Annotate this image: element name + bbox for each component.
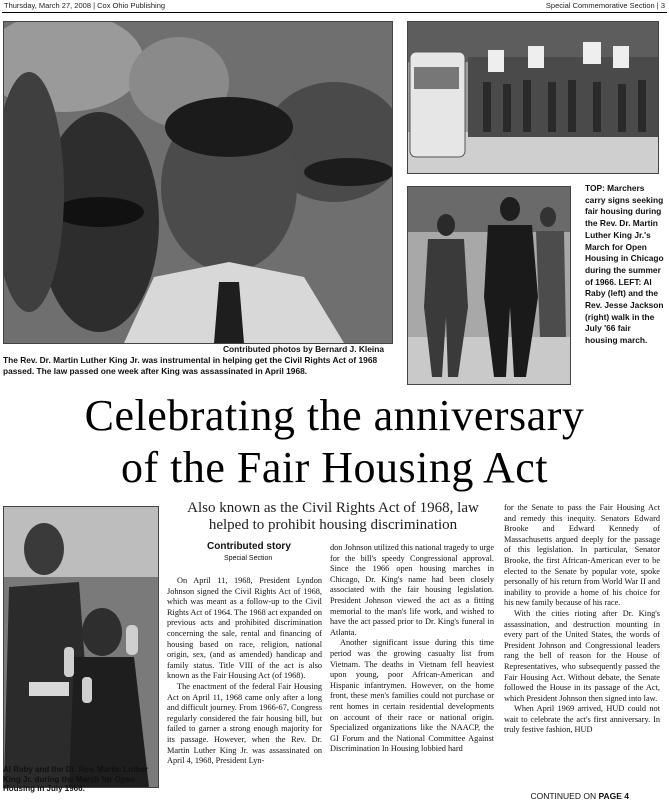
headline-line-2: of the Fair Housing Act — [120, 443, 548, 492]
marchers-photo-art — [408, 22, 658, 173]
col1-paragraph: The enactment of the federal Fair Housing Act on April 11, 1968 came only after a long and difficult journey. From 1966-67, Congress regularly considered the fair housing bill, but failed to garner a strong enough majority for its passage. However, when the Rev. Dr. Martin Luther King Jr. was assassinated on April 4, 1968, President Lyn- — [167, 681, 322, 766]
col2-paragraph: don Johnson utilized this national tragedy to urge for the bill's speedy Congressional approval. Since the 1966 open housing marches in Chicago, Dr. King's name had been closely associated with the fair housing legislation. President Johnson viewed the act as a fitting memorial to the man's life work, and wished to have the act passed prior to Dr. King's funeral in Atlanta. — [330, 543, 494, 637]
col2-paragraph: Another significant issue during this time period was the growing casualty list from Vietnam. The deaths in Vietnam fell heaviest upon young, poor African-American and Hispanic infantrymen. However, on the home front, these men's families could not purchase or rent homes in certain residential developments on account of their race or national origin. Specialized organizations like the NAACP, the GI Forum and the National Committee Against Discrimination In Housing lobbied hard — [330, 638, 494, 754]
main-photo-king — [3, 21, 393, 344]
col1-paragraph: On April 11, 1968, President Lyndon Johnson signed the Civil Rights Act of 1968, which was meant as a follow-up to the Civil Rights Act of 1964. The 1968 act expanded on previous acts and prohibited discrimination concerning the sale, rental and financing of housing based on race, religion, national origin, sex, (and as amended) handicap and family status. Title VIII of the act is also known as the Fair Housing Act (of 1968). — [167, 576, 322, 681]
col3-paragraph: With the cities rioting after Dr. King's assassination, and destruction mounting in every part of the United States, the words of President Johnson and Congressional leaders rang the bell of reason for the House of Representatives, who subsequently passed the Fair Housing Act. Without debate, the Senate followed the House in its passage of the Act, which President Johnson then signed into law. — [504, 608, 660, 703]
col3-paragraph: for the Senate to pass the Fair Housing Act and remedy this inequity. Senators Edward Brooke and Edward Kennedy of Massachusetts argued deeply for the passage of this legislation. In particular, Senator Brooke, the first African-American ever to be elected to the Senate by popular vote, spoke personally of his return from World War II and inability to provide a home of his choice for his new family because of his race. — [504, 503, 660, 608]
header-date-publisher: Thursday, March 27, 2008 | Cox Ohio Publishing — [4, 1, 166, 10]
raby-jackson-photo-art — [408, 187, 570, 384]
header-section-page: Special Commemorative Section | 3 — [545, 1, 665, 10]
article-column-1 — [167, 576, 322, 767]
raby-king-photo-art — [4, 507, 158, 787]
continued-page: PAGE 4 — [598, 791, 629, 801]
headline-line-1: Celebrating the anniversary — [84, 391, 585, 440]
article-column-2 — [330, 543, 494, 755]
photo-raby-king-microphones — [3, 506, 159, 788]
photo-marchers-signs — [407, 21, 659, 174]
continued-on[interactable] — [530, 791, 629, 801]
subhead: Also known as the Civil Rights Act of 1968, law helped to prohibit housing discrimination — [187, 500, 479, 533]
photo-raby-jackson — [407, 186, 571, 385]
continued-label: CONTINUED ON — [530, 791, 597, 801]
main-photo-art — [4, 22, 392, 343]
header-rule — [2, 12, 667, 13]
article-column-3 — [504, 503, 660, 736]
page-header — [0, 0, 669, 12]
byline-section: Special Section — [224, 555, 273, 562]
main-photo-caption: The Rev. Dr. Martin Luther King Jr. was instrumental in helping get the Civil Rights Act of 1968 passed. The law passed one week after King was assassinated in April 1968. — [3, 355, 378, 376]
photo-credit: Contributed photos by Bernard J. Kleina — [223, 344, 384, 354]
bottom-caption: Al Raby and the Dr. Rev. Martin Luther King Jr. during the March for Open Housing in July 1966. — [3, 765, 149, 793]
col3-paragraph: When April 1969 arrived, HUD could not wait to celebrate the act's first anniversary. In truly festive fashion, HUD — [504, 704, 660, 735]
byline: Contributed story — [207, 541, 291, 552]
side-caption: TOP: Marchers carry signs seeking fair housing during the Rev. Dr. Martin Luther King Jr.'s March for Open Housing in Chicago during the summer of 1966. LEFT: Al Raby (left) and the Rev. Jesse Jackson (right) walk in the July '66 fair housing march. — [585, 183, 664, 346]
